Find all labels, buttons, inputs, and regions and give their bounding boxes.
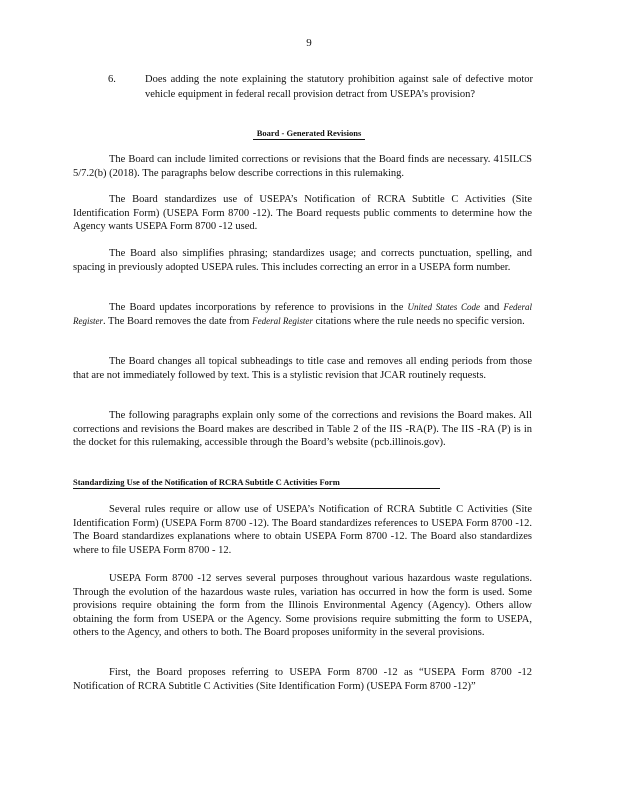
- paragraph-8: USEPA Form 8700 -12 serves several purposes throughout various hazardous waste regulations. Through the evolution of the hazardous waste rules, variation has occurred in how the form is used. Some provisions require obtaining the form from the Illinois Environmental Agency (Agency). Others allow obtaining the form from USEPA or the Agency. Some provisions require submitting the form to USEPA, others to the Agency, and others to both. The Board proposes uniformity in the several provisions.: [73, 573, 532, 638]
- paragraph-1: The Board can include limited corrections or revisions that the Board finds are necessary. 415ILCS 5/7.2(b) (2018). The paragraphs below describe corrections in this rulemaking.: [73, 154, 532, 179]
- paragraph-4-part-a: The Board updates incorporations by reference to provisions in the: [109, 302, 408, 313]
- question-item: [108, 73, 533, 102]
- paragraph-9: First, the Board proposes referring to USEPA Form 8700 -12 as “USEPA Form 8700 -12 Notification of RCRA Subtitle C Activities (Site Identification Form) (USEPA Form 8700 -12)”: [73, 667, 532, 692]
- federal-register-2: Federal Register: [252, 315, 313, 326]
- paragraph-2: The Board standardizes use of USEPA’s Notification of RCRA Subtitle C Activities (Site Identification Form) (USEPA Form 8700 -12). The Board requests public comments to determine how the Agency wants USEPA Form 8700 -12 used.: [73, 194, 532, 232]
- paragraph-4: [73, 301, 532, 328]
- paragraph-4-part-d: citations where the rule needs no specific version.: [312, 315, 525, 327]
- paragraph-5: The Board changes all topical subheadings to title case and removes all ending periods from those that are not immediately followed by text. This is a stylistic revision that JCAR routinely requests.: [73, 356, 532, 381]
- paragraph-4-part-b: and: [480, 302, 504, 313]
- united-states-code: United States Code: [407, 302, 481, 312]
- paragraph-6: The following paragraphs explain only some of the corrections and revisions the Board makes. All corrections and revisions the Board makes are described in Table 2 of the IIS -RA(P). The IIS -RA (P) is in the docket for this rulemaking, accessible through the Board’s website (pcb.illinois.gov).: [73, 410, 532, 448]
- paragraph-3: The Board also simplifies phrasing; standardizes usage; and corrects punctuation, spelling, and spacing in previously adopted USEPA rules. This includes correcting an error in a USEPA form number.: [73, 248, 532, 273]
- question-text: Does adding the note explaining the statutory prohibition against sale of defective motor vehicle equipment in federal recall provision detract from USEPA’s provision?: [145, 74, 533, 100]
- section-heading-text: Board - Generated Revisions: [253, 128, 366, 140]
- page-number: 9: [306, 37, 312, 49]
- section-heading: [0, 128, 618, 138]
- subheading: Standardizing Use of the Notification of RCRA Subtitle C Activities Form: [73, 477, 440, 489]
- federal-register: Federal Register: [73, 302, 532, 326]
- question-number: 6.: [108, 74, 116, 85]
- paragraph-7: Several rules require or allow use of USEPA’s Notification of RCRA Subtitle C Activities (Site Identification Form) (USEPA Form 8700 -12). The Board standardizes references to USEPA Form 8700 -12. The Board standardizes explanations where to obtain USEPA Form 8700 -12. The Board also standardizes where to file USEPA Form 8700 - 12.: [73, 504, 532, 556]
- paragraph-4-part-c: . The Board removes the date from: [103, 315, 253, 327]
